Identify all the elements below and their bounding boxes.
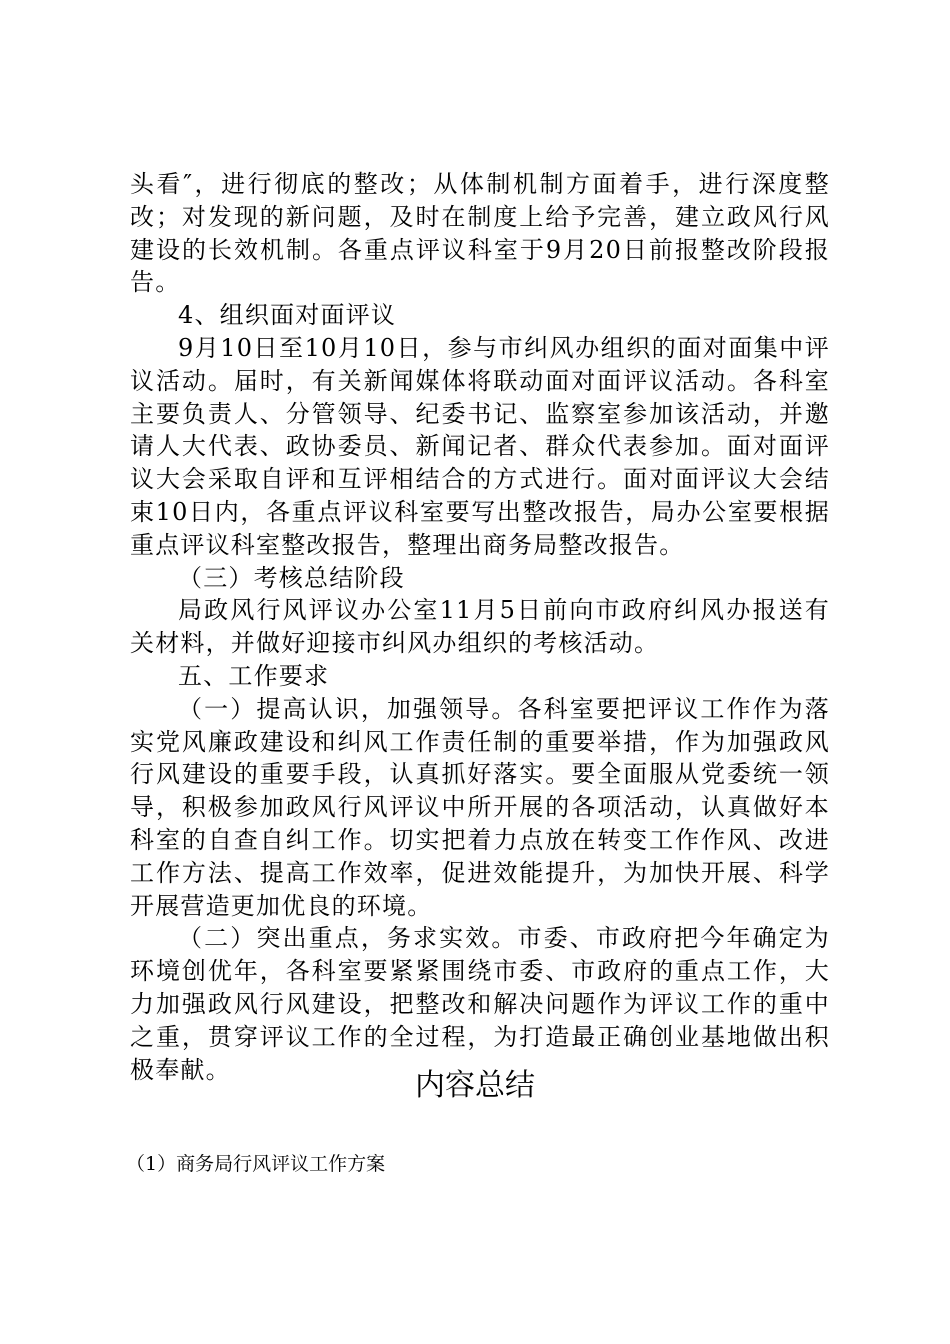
summary-title: 内容总结 (415, 1068, 535, 1103)
section-heading-work-requirements: 五、工作要求 (178, 661, 330, 690)
subsection-heading-face-to-face-review: 4、组织面对面评议 (178, 301, 397, 330)
body-paragraph-continuation: 头看″，进行彻底的整改；从体制机制方面着手，进行深度整改；对发现的新问题，及时在制度上给予完善，建立政风行风建设的长效机制。各重点评议科室于9月20日前报整改阶段报告。 (130, 170, 830, 297)
body-paragraph-requirement-1: （一）提高认识，加强领导。各科室要把评议工作作为落实党风廉政建设和纠风工作责任制的重要举措，作为加强政风行风建设的重要手段，认真抓好落实。要全面服从党委统一领导，积极参加政风行风评议中所开展的各项活动，认真做好本科室的自查自纠工作。切实把着力点放在转变工作作风、改进工作方法、提高工作效率，促进效能提升，为加快开展、科学开展营造更加优良的环境。 (130, 694, 830, 920)
section-heading-assessment-stage: （三）考核总结阶段 (178, 563, 405, 592)
body-paragraph-requirement-2: （二）突出重点，务求实效。市委、市政府把今年确定为环境创优年，各科室要紧紧围绕市委、市政府的重点工作，大力加强政风行风建设，把整改和解决问题作为评议工作的重中之重，贯穿评议工作的全过程，为打造最正确创业基地做出积极奉献。 (130, 924, 830, 1084)
document-body (130, 168, 830, 1086)
summary-item: （1）商务局行风评议工作方案 (126, 1153, 386, 1175)
body-paragraph-face-to-face-review: 9月10日至10月10日，参与市纠风办组织的面对面集中评议活动。届时，有关新闻媒体将联动面对面评议活动。各科室主要负责人、分管领导、纪委书记、监察室参加该活动，并邀请人大代表、政协委员、新闻记者、群众代表参加。面对面评议大会采取自评和互评相结合的方式进行。面对面评议大会结束10日内，各重点评议科室要写出整改报告，局办公室要根据重点评议科室整改报告，整理出商务局整改报告。 (130, 333, 830, 559)
body-paragraph-assessment-stage: 局政风行风评议办公室11月5日前向市政府纠风办报送有关材料，并做好迎接市纠风办组织的考核活动。 (130, 596, 830, 658)
